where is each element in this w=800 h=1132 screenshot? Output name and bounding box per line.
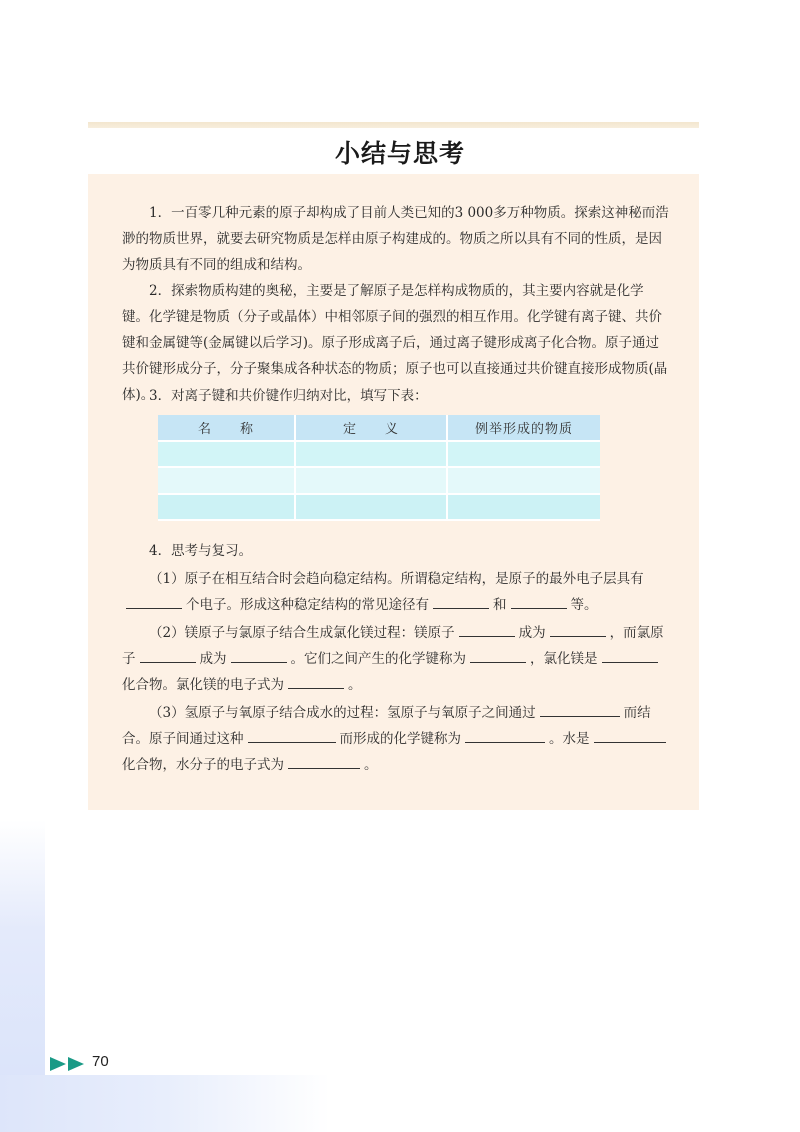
bottom-decoration <box>0 1075 330 1132</box>
table-cell <box>296 495 448 521</box>
question-3-text-c: 而形成的化学键称为 <box>339 731 461 747</box>
blank-field[interactable] <box>288 767 360 769</box>
blank-field[interactable] <box>602 661 658 663</box>
blank-field[interactable] <box>470 661 526 663</box>
double-arrow-icon <box>50 1057 86 1071</box>
paragraph-4: 4．思考与复习。 <box>149 543 253 559</box>
blank-field[interactable] <box>511 607 567 609</box>
comparison-table <box>158 415 600 521</box>
table-cell <box>158 495 296 521</box>
table-header-definition: 定 义 <box>296 415 448 442</box>
table-header-name: 名 称 <box>158 415 296 442</box>
question-3-text-a: （3）氢原子与氧原子结合成水的过程：氢原子与氧原子之间通过 <box>149 705 536 721</box>
question-2-text-g: 化合物。氯化镁的电子式为 <box>122 677 284 693</box>
table-cell <box>158 468 296 494</box>
page-title: 小结与思考 <box>334 139 465 168</box>
blank-field[interactable] <box>594 741 666 743</box>
question-2-text-e: 。它们之间产生的化学键称为 <box>290 651 466 667</box>
paragraph-2: 2．探索物质构建的奥秘，主要是了解原子是怎样构成物质的，其主要内容就是化学键。化学键是物质（分子或晶体）中相邻原子间的强烈的相互作用。化学键有离子键、共价键和金属键等(金属键以后学习)。原子形成离子后，通过离子键形成离子化合物。原子通过共价键形成分子，分子聚集成各种状态的物质；原子也可以直接通过共价键直接形成物质(晶体)。 <box>122 283 668 403</box>
question-3-text-b: 而结合。原子间通过这种 <box>122 705 651 747</box>
question-2-text-c: ，而氯原子 <box>122 625 664 667</box>
blank-field[interactable] <box>540 715 620 717</box>
table-header-examples: 例举形成的物质 <box>448 415 600 442</box>
blank-field[interactable] <box>550 635 606 637</box>
title-rule <box>88 122 699 128</box>
page-number: 70 <box>92 1053 109 1070</box>
blank-field[interactable] <box>288 687 344 689</box>
table-cell <box>448 442 600 468</box>
question-2-text-f: ，氯化镁是 <box>530 651 598 667</box>
question-1-text-d: 等。 <box>570 597 598 613</box>
question-3-text-e: 化合物，水分子的电子式为 <box>122 757 284 773</box>
question-2 <box>122 620 670 698</box>
blank-field[interactable] <box>459 635 515 637</box>
blank-field[interactable] <box>140 661 196 663</box>
paragraph-1: 1．一百零几种元素的原子却构成了目前人类已知的3 000多万种物质。探索这神秘而浩渺的物质世界，就要去研究物质是怎样由原子构建成的。物质之所以具有不同的性质，是因为物质具有不同的组成和结构。 <box>122 205 669 273</box>
table-cell <box>296 468 448 494</box>
table-cell <box>448 495 600 521</box>
question-1 <box>122 566 670 618</box>
question-2-text-a: （2）镁原子与氯原子结合生成氯化镁过程：镁原子 <box>149 625 455 641</box>
blank-field[interactable] <box>231 661 287 663</box>
question-3-text-d: 。水是 <box>549 731 590 747</box>
paragraph-3: 3．对离子键和共价键作归纳对比，填写下表： <box>149 388 428 404</box>
question-1-text-a: （1）原子在相互结合时会趋向稳定结构。所谓稳定结构，是原子的最外电子层具有 <box>149 571 644 587</box>
table-row <box>158 468 600 494</box>
table-cell <box>448 468 600 494</box>
question-3 <box>122 700 670 778</box>
question-2-text-h: 。 <box>348 677 362 693</box>
table-cell <box>158 442 296 468</box>
question-2-text-b: 成为 <box>518 625 546 641</box>
question-3-text-f: 。 <box>364 757 378 773</box>
question-2-text-d: 成为 <box>199 651 227 667</box>
table-row <box>158 495 600 521</box>
blank-field[interactable] <box>126 607 182 609</box>
table-header-row <box>158 415 600 442</box>
table-row <box>158 442 600 468</box>
table-cell <box>296 442 448 468</box>
blank-field[interactable] <box>248 741 336 743</box>
question-1-text-b: 个电子。形成这种稳定结构的常见途径有 <box>186 597 429 613</box>
blank-field[interactable] <box>465 741 545 743</box>
question-1-text-c: 和 <box>493 597 507 613</box>
blank-field[interactable] <box>433 607 489 609</box>
